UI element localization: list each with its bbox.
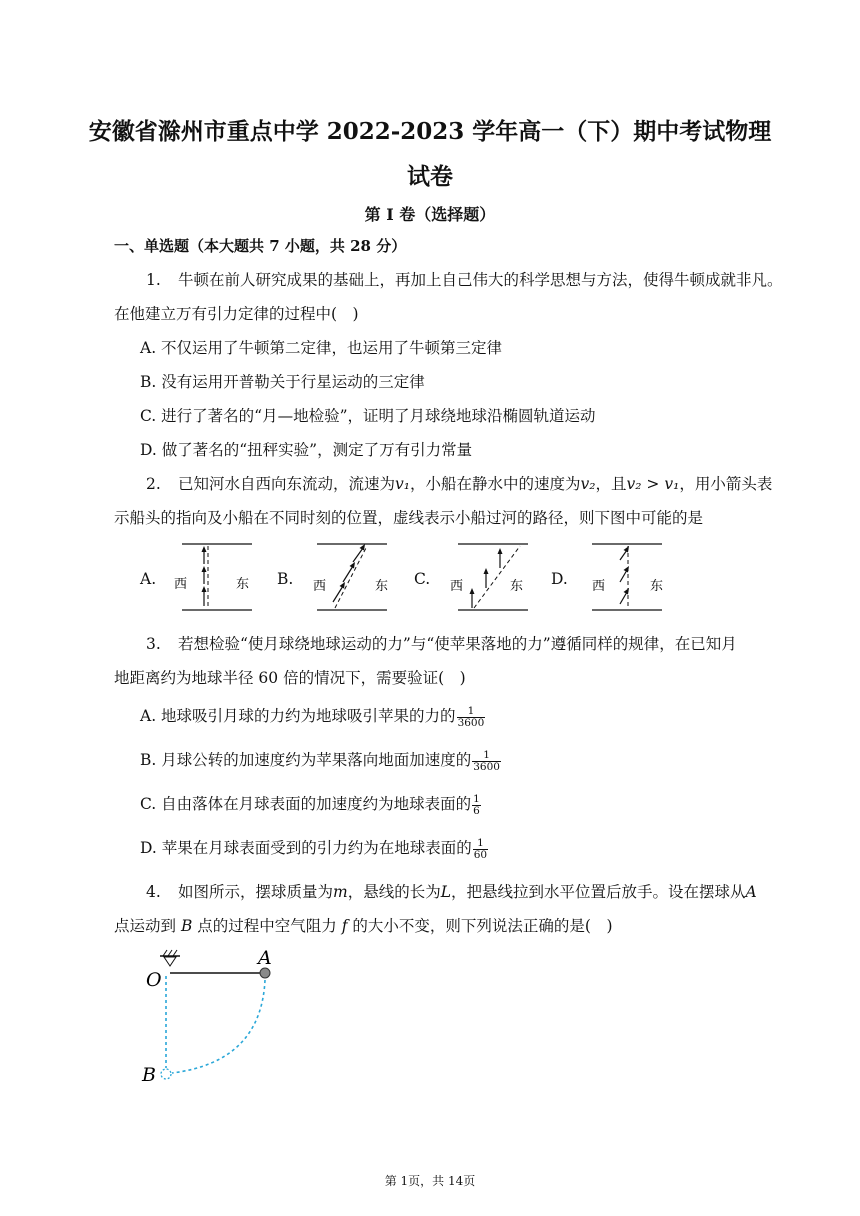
q1-number: 1. [146,271,161,289]
q3-c-denominator: 6 [473,804,480,817]
q4-fig-label-a: A [258,947,272,969]
doc-title-line1: 安徽省滁州市重点中学 2022-2023 学年高一（下）期中考试物理 [88,118,772,145]
q3-stem-line1 [146,632,737,654]
q2-stem-line2: 示船头的指向及小船在不同时刻的位置，虚线表示小船过河的路径，则下图中可能的是 [114,509,704,527]
q4-line2-a: 点运动到 [114,917,177,935]
q3-option-a-fraction [457,706,486,729]
q2-inequality: v₂ > v₁ [626,475,680,493]
q2a-west-label: 西 [174,577,188,592]
q2-number: 2. [146,475,161,493]
volume-heading: 第 I 卷（选择题） [364,205,496,224]
q4-friction-symbol: f [341,917,348,935]
q3-option-d-text: D. 苹果在月球表面受到的引力约为在地球表面的 [140,839,472,857]
q4-stem-c: ，把悬线拉到水平位置后放手。设在摆球从 [451,883,746,901]
page-footer: 第 1页，共 14页 [384,1174,476,1188]
q3-option-b-text: B. 月球公转的加速度约为苹果落向地面加速度的 [140,751,472,769]
q2c-west-label: 西 [450,579,464,594]
q3-b-numerator: 1 [483,748,490,761]
q1-stem-text1: 牛顿在前人研究成果的基础上，再加上自己伟大的科学思想与方法，使得牛顿成就非凡。 [178,271,783,289]
doc-title-line2: 试卷 [407,163,453,190]
q3-number: 3. [146,635,161,653]
q2d-west-label: 西 [592,579,606,594]
q2-option-d-label: D. [551,570,568,588]
q3-c-numerator: 1 [473,792,480,805]
q3-stem-line2: 地距离约为地球半径 60 倍的情况下，需要验证( ) [114,669,466,687]
q3-d-denominator: 60 [473,848,488,861]
q3-a-denominator: 3600 [457,716,485,729]
q3-a-numerator: 1 [467,704,475,717]
q2a-east-label: 东 [236,577,250,592]
q4-point-b: B [180,917,193,935]
q1-option-b: B. 没有运用开普勒关于行星运动的三定律 [140,373,425,391]
q1-option-d: D. 做了著名的“扭秤实验”，测定了万有引力常量 [140,441,473,459]
q2-stem-b: ，小船在静水中的速度为 [410,475,581,493]
q2-stem-c: ，且 [595,475,627,493]
q3-stem-text1: 若想检验“使月球绕地球运动的力”与“使苹果落地的力”遵循同样的规律，在已知月 [178,635,737,653]
q2b-west-label: 西 [313,579,327,594]
section-heading: 一、单选题（本大题共 7 小题，共 28 分） [114,237,407,255]
q4-fig-label-b: B [142,1064,156,1086]
q4-pendulum-figure [136,944,296,1094]
q4-mass-symbol: m [333,883,348,901]
q2-option-c-label: C. [414,570,431,588]
q2-option-b-diagram [305,540,405,614]
q2-option-b-label: B. [277,570,294,588]
q4-fig-label-o: O [146,969,162,991]
q2-stem-d: ，用小箭头表 [679,475,773,493]
q3-option-c-text: C. 自由落体在月球表面的加速度约为地球表面的 [140,795,472,813]
q3-option-a [140,704,485,729]
q4-line2-b: 点的过程中空气阻力 [197,917,337,935]
q2-option-a-diagram [170,540,270,614]
q2-option-d-diagram [580,540,680,614]
q2-stem-line1 [146,472,772,494]
q4-stem-a: 如图所示，摆球质量为 [178,883,334,901]
q4-point-a: A [745,883,757,901]
q2-stem-a: 已知河水自西向东流动，流速为 [178,475,396,493]
q2d-east-label: 东 [650,579,664,594]
q4-stem-b: ，悬线的长为 [347,883,441,901]
q4-number: 4. [146,883,161,901]
q3-option-c [140,792,481,817]
q2-v1: v₁ [395,475,410,493]
q3-option-a-text: A. 地球吸引月球的力约为地球吸引苹果的力的 [140,707,456,725]
q1-option-a: A. 不仅运用了牛顿第二定律，也运用了牛顿第三定律 [140,339,503,357]
q3-option-b-fraction [472,750,501,773]
q3-option-c-fraction [472,794,481,817]
q4-length-symbol: L [440,883,452,901]
q3-b-denominator: 3600 [473,760,500,773]
q1-stem-line1 [146,268,783,290]
q4-stem-line2 [114,914,613,936]
q2-option-a-label: A. [140,570,157,588]
q4-stem-line1 [146,880,757,902]
q2c-east-label: 东 [510,579,524,594]
q2-option-c-diagram [446,540,546,614]
q1-option-c: C. 进行了著名的“月—地检验”，证明了月球绕地球沿椭圆轨道运动 [140,407,596,425]
q3-d-numerator: 1 [477,836,484,849]
q2-v2: v₂ [580,475,596,493]
q4-line2-c: 的大小不变，则下列说法正确的是( ) [352,917,613,935]
q3-option-b [140,748,501,773]
q2b-east-label: 东 [375,579,389,594]
q1-stem-line2: 在他建立万有引力定律的过程中( ) [114,305,359,323]
q3-option-d-fraction [473,838,488,861]
q3-option-d [140,836,488,861]
